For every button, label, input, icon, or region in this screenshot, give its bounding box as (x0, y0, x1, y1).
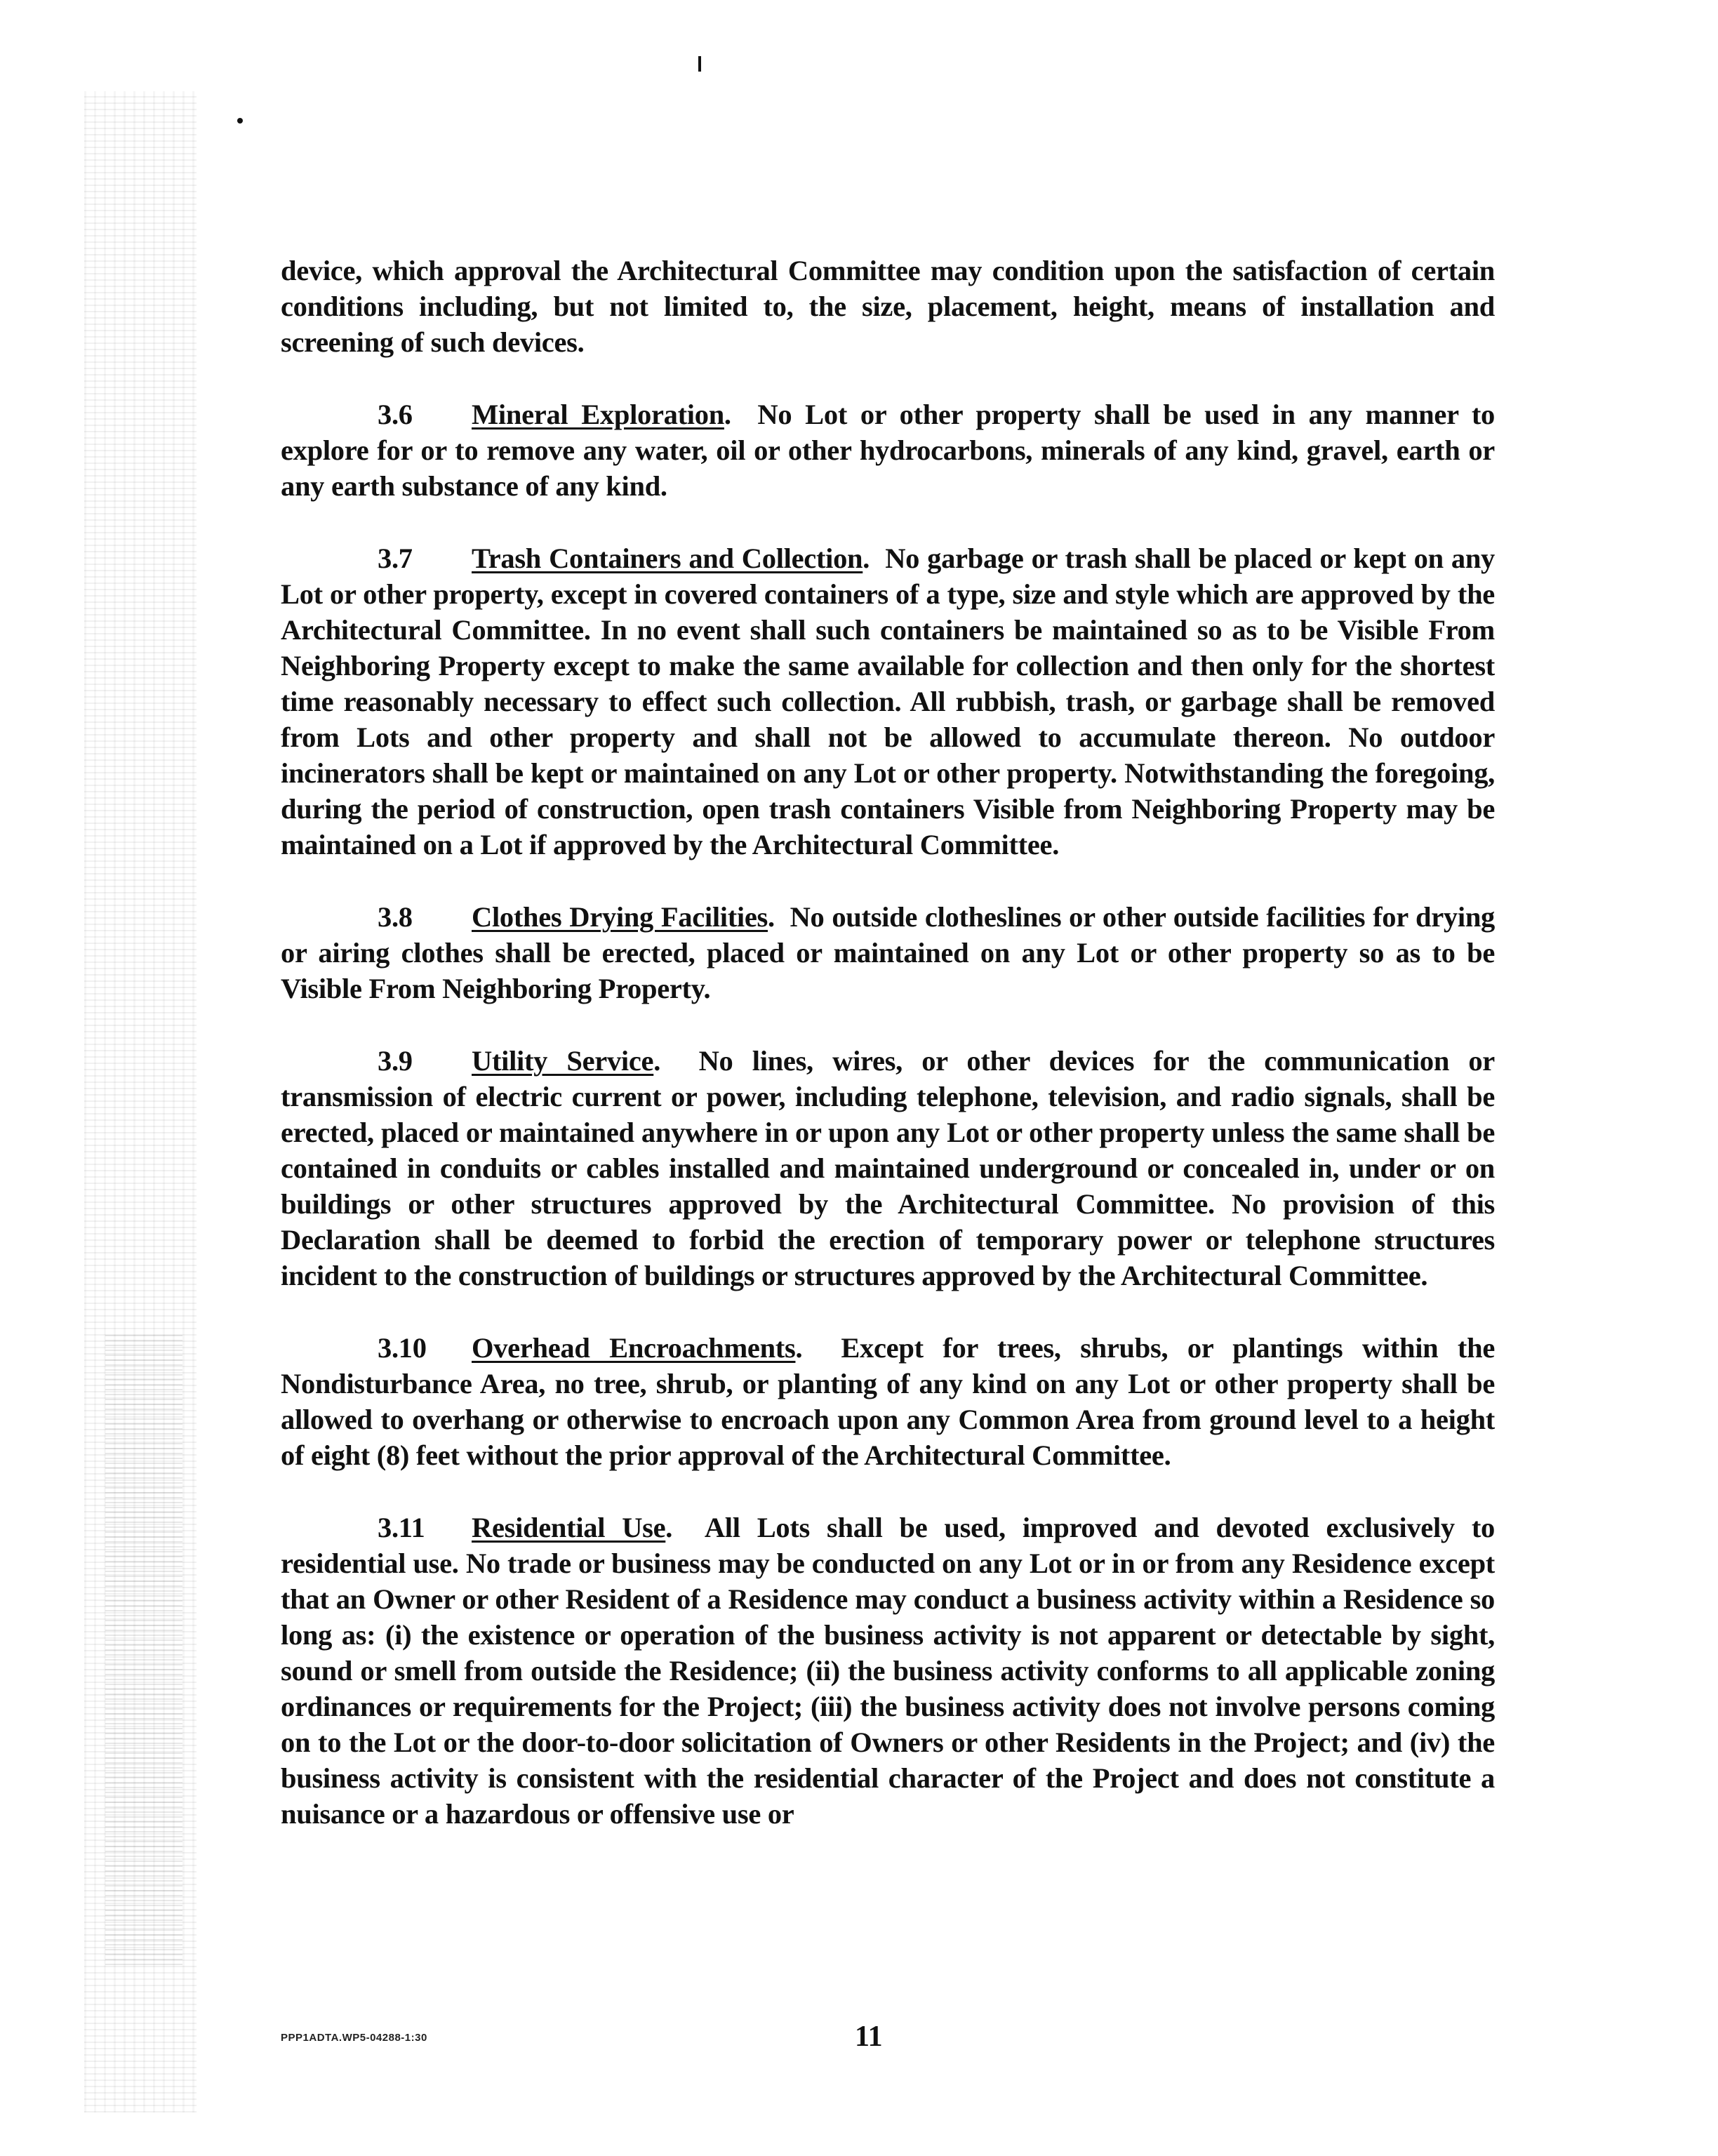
section-number: 3.9 (378, 1045, 413, 1077)
section-3-8: 3.8 Clothes Drying Facilities. No outside clotheslines or other outside facilities for drying or airing clothes shall be erected, placed or maintained on any Lot or other property so as to be Visible From Neighboring Property. (281, 899, 1495, 1006)
scan-mark (698, 56, 701, 72)
section-text: No Lot or other property shall be used in any manner to explore for or to remove any water, oil or other hydrocarbons, minerals of any kind, gravel, earth or any earth substance of any kind. (281, 399, 1495, 502)
document-body (281, 253, 1495, 1868)
footer-document-code: PPP1ADTA.WP5-04288-1:30 (281, 2032, 427, 2044)
section-title: Mineral Exploration (472, 399, 724, 430)
scan-noise-edge-dense (105, 1333, 182, 1965)
section-text: All Lots shall be used, improved and devoted exclusively to residential use. No trade or business may be conducted on any Lot or in or from any Residence except that an Owner or other Resident of a Residence may conduct a business activity within a Residence so long as: (i) the existence or operation of the business activity is not apparent or detectable by sight, sound or smell from outside the Residence; (ii) the business activity conforms to all applicable zoning ordinances or requirements for the Project; (iii) the business activity does not involve persons coming on to the Lot or the door-to-door solicitation of Owners or other Residents in the Project; and (iv) the business activity is consistent with the residential character of the Project and does not constitute a nuisance or a hazardous or offensive use or (281, 1512, 1495, 1830)
section-text: No garbage or trash shall be placed or kept on any Lot or other property, except in covered containers of a type, size and style which are approved by the Architectural Committee. In no event shall such containers be maintained so as to be Visible From Neighboring Property except to make the same available for collection and then only for the shortest time reasonably necessary to effect such collection. All rubbish, trash, or garbage shall be removed from Lots and other property and shall not be allowed to accumulate thereon. No outdoor incinerators shall be kept or maintained on any Lot or other property. Notwithstanding the foregoing, during the period of construction, open trash containers Visible from Neighboring Property may be maintained on a Lot if approved by the Architectural Committee. (281, 543, 1495, 860)
page-number: 11 (855, 2021, 883, 2053)
section-title: Utility Service (472, 1045, 654, 1077)
section-3-7: 3.7 Trash Containers and Collection. No garbage or trash shall be placed or kept on any Lot or other property, except in covered containers of a type, size and style which are approved by the Architectural Committee. In no event shall such containers be maintained so as to be Visible From Neighboring Property except to make the same available for collection and then only for the shortest time reasonably necessary to effect such collection. All rubbish, trash, or garbage shall be removed from Lots and other property and shall not be allowed to accumulate thereon. No outdoor incinerators shall be kept or maintained on any Lot or other property. Notwithstanding the foregoing, during the period of construction, open trash containers Visible from Neighboring Property may be maintained on a Lot if approved by the Architectural Committee. (281, 540, 1495, 863)
section-number: 3.10 (378, 1332, 427, 1364)
section-3-10: 3.10 Overhead Encroachments. Except for trees, shrubs, or plantings within the Nondisturbance Area, no tree, shrub, or planting of any kind on any Lot or other property shall be allowed to overhang or otherwise to encroach upon any Common Area from ground level to a height of eight (8) feet without the prior approval of the Architectural Committee. (281, 1330, 1495, 1473)
section-number: 3.7 (378, 543, 413, 574)
continuation-paragraph: device, which approval the Architectural Committee may condition upon the satisfaction of certain conditions including, but not limited to, the size, placement, height, means of installation and screening of such devices. (281, 255, 1495, 358)
section-text: No outside clotheslines or other outside facilities for drying or airing clothes shall be erected, placed or maintained on any Lot or other property so as to be Visible From Neighboring Property. (281, 901, 1496, 1004)
section-3-6: 3.6 Mineral Exploration. No Lot or other property shall be used in any manner to explore for or to remove any water, oil or other hydrocarbons, minerals of any kind, gravel, earth or any earth substance of any kind. (281, 397, 1495, 504)
section-title: Residential Use (472, 1512, 666, 1543)
section-title: Clothes Drying Facilities (472, 901, 768, 933)
section-text: No lines, wires, or other devices for the communication or transmission of electric current or power, including telephone, television, and radio signals, shall be erected, placed or maintained anywhere in or upon any Lot or other property unless the same shall be contained in conduits or cables installed and maintained underground or concealed in, under or on buildings or other structures approved by the Architectural Committee. No provision of this Declaration shall be deemed to forbid the erection of temporary power or telephone structures incident to the construction of buildings or structures approved by the Architectural Committee. (281, 1045, 1495, 1291)
section-text: Except for trees, shrubs, or plantings within the Nondisturbance Area, no tree, shrub, or planting of any kind on any Lot or other property shall be allowed to overhang or otherwise to encroach upon any Common Area from ground level to a height of eight (8) feet without the prior approval of the Architectural Committee. (281, 1332, 1495, 1471)
scan-dot (237, 118, 243, 124)
section-number: 3.6 (378, 399, 413, 430)
section-title: Overhead Encroachments (472, 1332, 796, 1364)
section-number: 3.8 (378, 901, 413, 933)
section-3-9: 3.9 Utility Service. No lines, wires, or other devices for the communication or transmission of electric current or power, including telephone, television, and radio signals, shall be erected, placed or maintained anywhere in or upon any Lot or other property unless the same shall be contained in conduits or cables installed and maintained underground or concealed in, under or on buildings or other structures approved by the Architectural Committee. No provision of this Declaration shall be deemed to forbid the erection of temporary power or telephone structures incident to the construction of buildings or structures approved by the Architectural Committee. (281, 1043, 1495, 1293)
section-title: Trash Containers and Collection (472, 543, 863, 574)
section-3-11: 3.11 Residential Use. All Lots shall be used, improved and devoted exclusively to residential use. No trade or business may be conducted on any Lot or in or from any Residence except that an Owner or other Resident of a Residence may conduct a business activity within a Residence so long as: (i) the existence or operation of the business activity is not apparent or detectable by sight, sound or smell from outside the Residence; (ii) the business activity conforms to all applicable zoning ordinances or requirements for the Project; (iii) the business activity does not involve persons coming on to the Lot or the door-to-door solicitation of Owners or other Residents in the Project; and (iv) the business activity is consistent with the residential character of the Project and does not constitute a nuisance or a hazardous or offensive use or (281, 1510, 1495, 1832)
section-number: 3.11 (378, 1512, 425, 1543)
